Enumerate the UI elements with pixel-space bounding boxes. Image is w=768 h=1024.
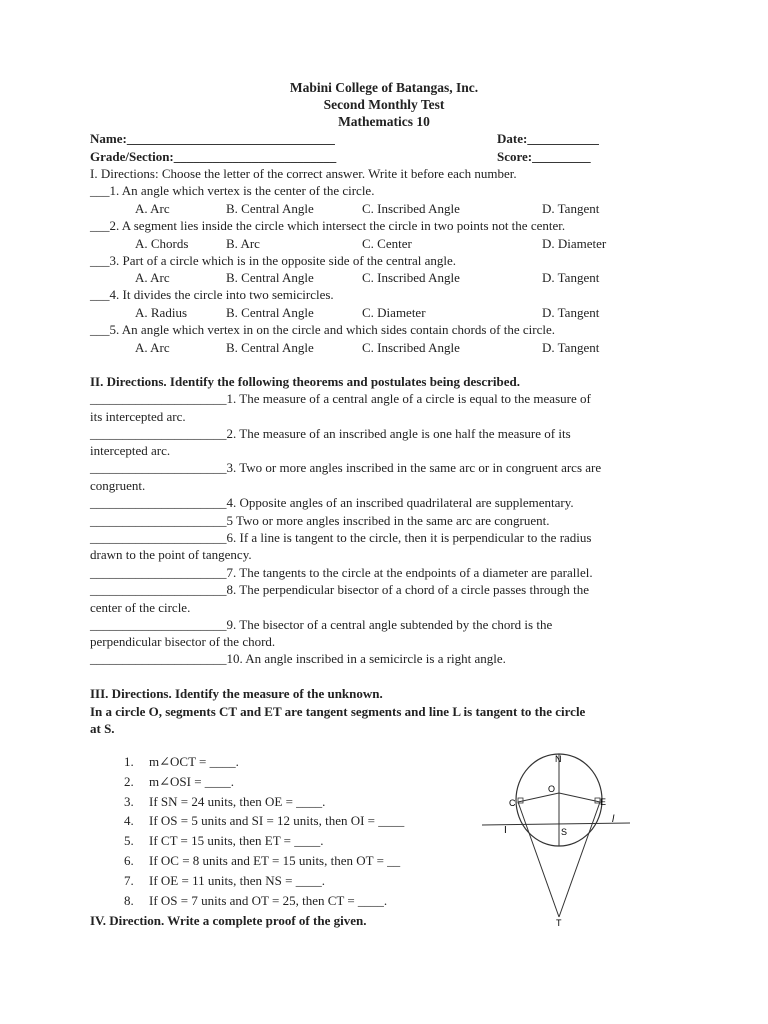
q2-option-d: D. Diameter bbox=[542, 236, 607, 251]
q1-option-c: C. Inscribed Angle bbox=[362, 201, 460, 216]
theorem-line: _____________________4. Opposite angles of an inscribed quadrilateral are supplementary. bbox=[90, 495, 574, 510]
score-field[interactable]: Score:_________ bbox=[497, 149, 591, 164]
part1-directions: I. Directions: Choose the letter of the correct answer. Write it before each number. bbox=[90, 166, 517, 181]
radius-oc bbox=[518, 793, 559, 802]
item-number: 1. bbox=[124, 754, 134, 769]
label-t: T bbox=[556, 918, 562, 928]
grade-section-field[interactable]: Grade/Section:_________________________ bbox=[90, 149, 337, 164]
name-field[interactable]: Name:________________________________ bbox=[90, 131, 335, 146]
item-number: 4. bbox=[124, 813, 134, 828]
item-text: If CT = 15 units, then ET = ____. bbox=[149, 833, 324, 848]
question-4: ___4. It divides the circle into two semicircles. bbox=[90, 287, 334, 302]
item-text: m∠OCT = ____. bbox=[149, 754, 239, 769]
school-name: Mabini College of Batangas, Inc. bbox=[289, 80, 479, 95]
item-text: If SN = 24 units, then OE = ____. bbox=[149, 794, 326, 809]
theorem-line: drawn to the point of tangency. bbox=[90, 547, 252, 562]
theorem-line: _____________________2. The measure of an inscribed angle is one half the measure of its bbox=[90, 426, 571, 441]
radius-oe bbox=[559, 793, 600, 802]
q1-option-a: A. Arc bbox=[135, 201, 170, 216]
q4-option-d: D. Tangent bbox=[542, 305, 600, 320]
q5-option-a: A. Arc bbox=[135, 340, 170, 355]
tangent-segment-et bbox=[559, 802, 600, 917]
q5-option-c: C. Inscribed Angle bbox=[362, 340, 460, 355]
subject-title: Mathematics 10 bbox=[338, 114, 430, 129]
circle-tangent-diagram bbox=[470, 745, 650, 935]
q4-option-c: C. Diameter bbox=[362, 305, 426, 320]
q5-option-b: B. Central Angle bbox=[226, 340, 314, 355]
theorem-line: perpendicular bisector of the chord. bbox=[90, 634, 276, 649]
label-i-left: I bbox=[504, 825, 507, 836]
part2-directions: II. Directions. Identify the following theorems and postulates being described. bbox=[90, 374, 520, 389]
item-text: m∠OSI = ____. bbox=[149, 774, 235, 789]
label-o: O bbox=[548, 784, 556, 794]
q5-option-d: D. Tangent bbox=[542, 340, 600, 355]
q3-option-a: A. Arc bbox=[135, 270, 170, 285]
part3-given-line2: at S. bbox=[90, 721, 115, 736]
label-l-right: l bbox=[612, 814, 615, 825]
label-s: S bbox=[561, 827, 568, 837]
part3-directions: III. Directions. Identify the measure of the unknown. bbox=[90, 686, 383, 701]
q2-option-a: A. Chords bbox=[135, 236, 189, 251]
item-number: 2. bbox=[124, 774, 134, 789]
label-c: C bbox=[509, 798, 516, 808]
item-text: If OS = 7 units and OT = 25, then CT = ____. bbox=[149, 893, 388, 908]
item-number: 8. bbox=[124, 893, 134, 908]
theorem-line: its intercepted arc. bbox=[90, 409, 186, 424]
q3-option-d: D. Tangent bbox=[542, 270, 600, 285]
part3-given-line1: In a circle O, segments CT and ET are tangent segments and line L is tangent to the circle bbox=[90, 704, 586, 719]
date-field[interactable]: Date:___________ bbox=[497, 131, 599, 146]
q4-option-a: A. Radius bbox=[135, 305, 187, 320]
theorem-line: _____________________1. The measure of a central angle of a circle is equal to the measure of bbox=[90, 391, 591, 406]
item-number: 7. bbox=[124, 873, 134, 888]
tangent-segment-ct bbox=[518, 802, 559, 917]
test-title: Second Monthly Test bbox=[323, 97, 445, 112]
item-number: 6. bbox=[124, 853, 134, 868]
item-text: If OE = 11 units, then NS = ____. bbox=[149, 873, 325, 888]
theorem-line: _____________________8. The perpendicular bisector of a chord of a circle passes through the bbox=[90, 582, 590, 597]
q2-option-b: B. Arc bbox=[226, 236, 260, 251]
theorem-line: center of the circle. bbox=[90, 600, 191, 615]
theorem-line: _____________________6. If a line is tangent to the circle, then it is perpendicular to the radius bbox=[90, 530, 592, 545]
item-text: If OC = 8 units and ET = 15 units, then OT = __ bbox=[149, 853, 401, 868]
item-text: If OS = 5 units and SI = 12 units, then OI = ____ bbox=[149, 813, 405, 828]
theorem-line: _____________________10. An angle inscribed in a semicircle is a right angle. bbox=[90, 651, 506, 666]
item-number: 5. bbox=[124, 833, 134, 848]
question-3: ___3. Part of a circle which is in the opposite side of the central angle. bbox=[90, 253, 457, 268]
q1-option-b: B. Central Angle bbox=[226, 201, 314, 216]
q4-option-b: B. Central Angle bbox=[226, 305, 314, 320]
theorem-line: _____________________5 Two or more angles inscribed in the same arc are congruent. bbox=[90, 513, 550, 528]
q2-option-c: C. Center bbox=[362, 236, 412, 251]
question-2: ___2. A segment lies inside the circle which intersect the circle in two points not the center. bbox=[90, 218, 566, 233]
label-e: E bbox=[600, 797, 607, 807]
item-number: 3. bbox=[124, 794, 134, 809]
label-n: N bbox=[555, 754, 562, 764]
theorem-line: intercepted arc. bbox=[90, 443, 171, 458]
q3-option-c: C. Inscribed Angle bbox=[362, 270, 460, 285]
theorem-line: _____________________7. The tangents to the circle at the endpoints of a diameter are parallel. bbox=[90, 565, 593, 580]
part4-directions: IV. Direction. Write a complete proof of the given. bbox=[90, 913, 367, 928]
question-1: ___1. An angle which vertex is the center of the circle. bbox=[90, 183, 375, 198]
theorem-line: _____________________3. Two or more angles inscribed in the same arc or in congruent arcs are bbox=[90, 460, 602, 475]
theorem-line: congruent. bbox=[90, 478, 146, 493]
q3-option-b: B. Central Angle bbox=[226, 270, 314, 285]
q1-option-d: D. Tangent bbox=[542, 201, 600, 216]
theorem-line: _____________________9. The bisector of a central angle subtended by the chord is the bbox=[90, 617, 553, 632]
question-5: ___5. An angle which vertex in on the circle and which sides contain chords of the circle. bbox=[90, 322, 555, 337]
